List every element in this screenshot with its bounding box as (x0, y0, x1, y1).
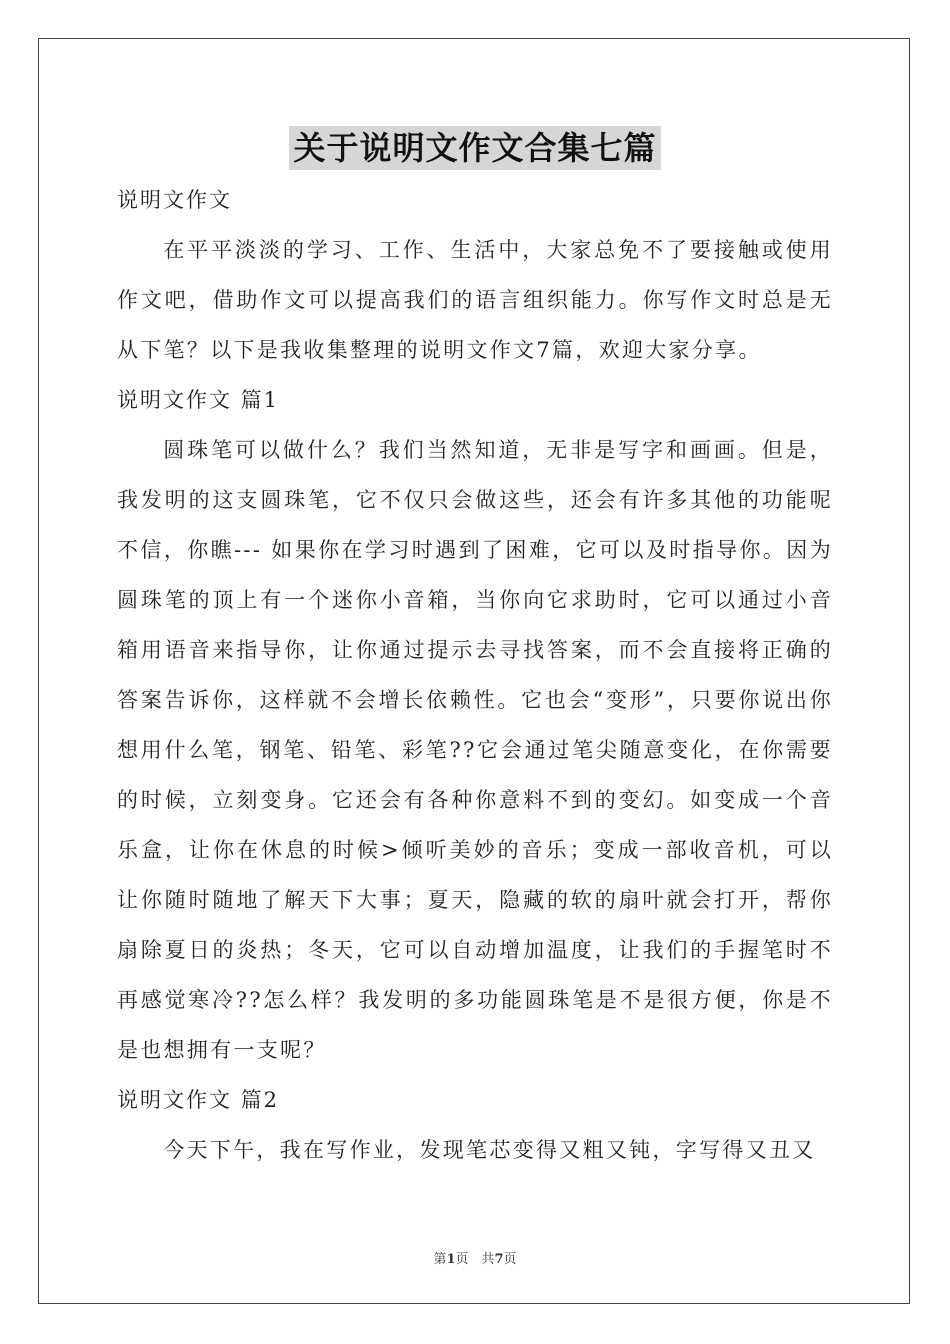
footer-page-mid: 页 共 (455, 1252, 495, 1267)
section-1-paragraph: 圆珠笔可以做什么？我们当然知道，无非是写字和画画。但是，我发明的这支圆珠笔，它不仅只会做这些，还会有许多其他的功能呢不信，你瞧--- 如果你在学习时遇到了困难，它可以及时指导你。因为圆珠笔的顶上有一个迷你小音箱，当你向它求助时，它可以通过小音箱用语音来指导你，让你通过提示去寻找答案，而不会直接将正确的答案告诉你，这样就不会增长依赖性。它也会“变形”，只要你说出你想用什么笔，钢笔、铅笔、彩笔??它会通过笔尖随意变化，在你需要的时候，立刻变身。它还会有各种你意料不到的变幻。如变成一个音乐盒，让你在休息的时候>倾听美妙的音乐；变成一部收音机，可以让你随时随地了解天下大事；夏天，隐藏的软的扇叶就会打开，帮你扇除夏日的炎热；冬天，它可以自动增加温度，让我们的手握笔时不再感觉寒冷??怎么样？我发明的多功能圆珠笔是不是很方便，你是不是也想拥有一支呢？ (117, 438, 833, 1062)
footer-total-pages: 7 (494, 1252, 504, 1267)
section-heading-2: 说明文作文 篇2 (117, 1088, 280, 1112)
document-body (117, 175, 833, 1175)
section-heading-1: 说明文作文 篇1 (117, 388, 280, 412)
intro-paragraph: 在平平淡淡的学习、工作、生活中，大家总免不了要接触或使用作文吧，借助作文可以提高我们的语言组织能力。你写作文时总是无从下笔？以下是我收集整理的说明文作文7篇，欢迎大家分享。 (117, 238, 833, 362)
footer-page-suffix: 页 (503, 1252, 517, 1267)
footer-current-page: 1 (446, 1252, 456, 1267)
document-title: 关于说明文作文合集七篇 (289, 126, 660, 170)
page-footer (0, 1248, 950, 1267)
footer-page-prefix: 第 (433, 1252, 447, 1267)
title-container (0, 126, 950, 170)
section-2-paragraph: 今天下午，我在写作业，发现笔芯变得又粗又钝，字写得又丑又 (163, 1138, 816, 1162)
section-heading: 说明文作文 (117, 188, 232, 212)
